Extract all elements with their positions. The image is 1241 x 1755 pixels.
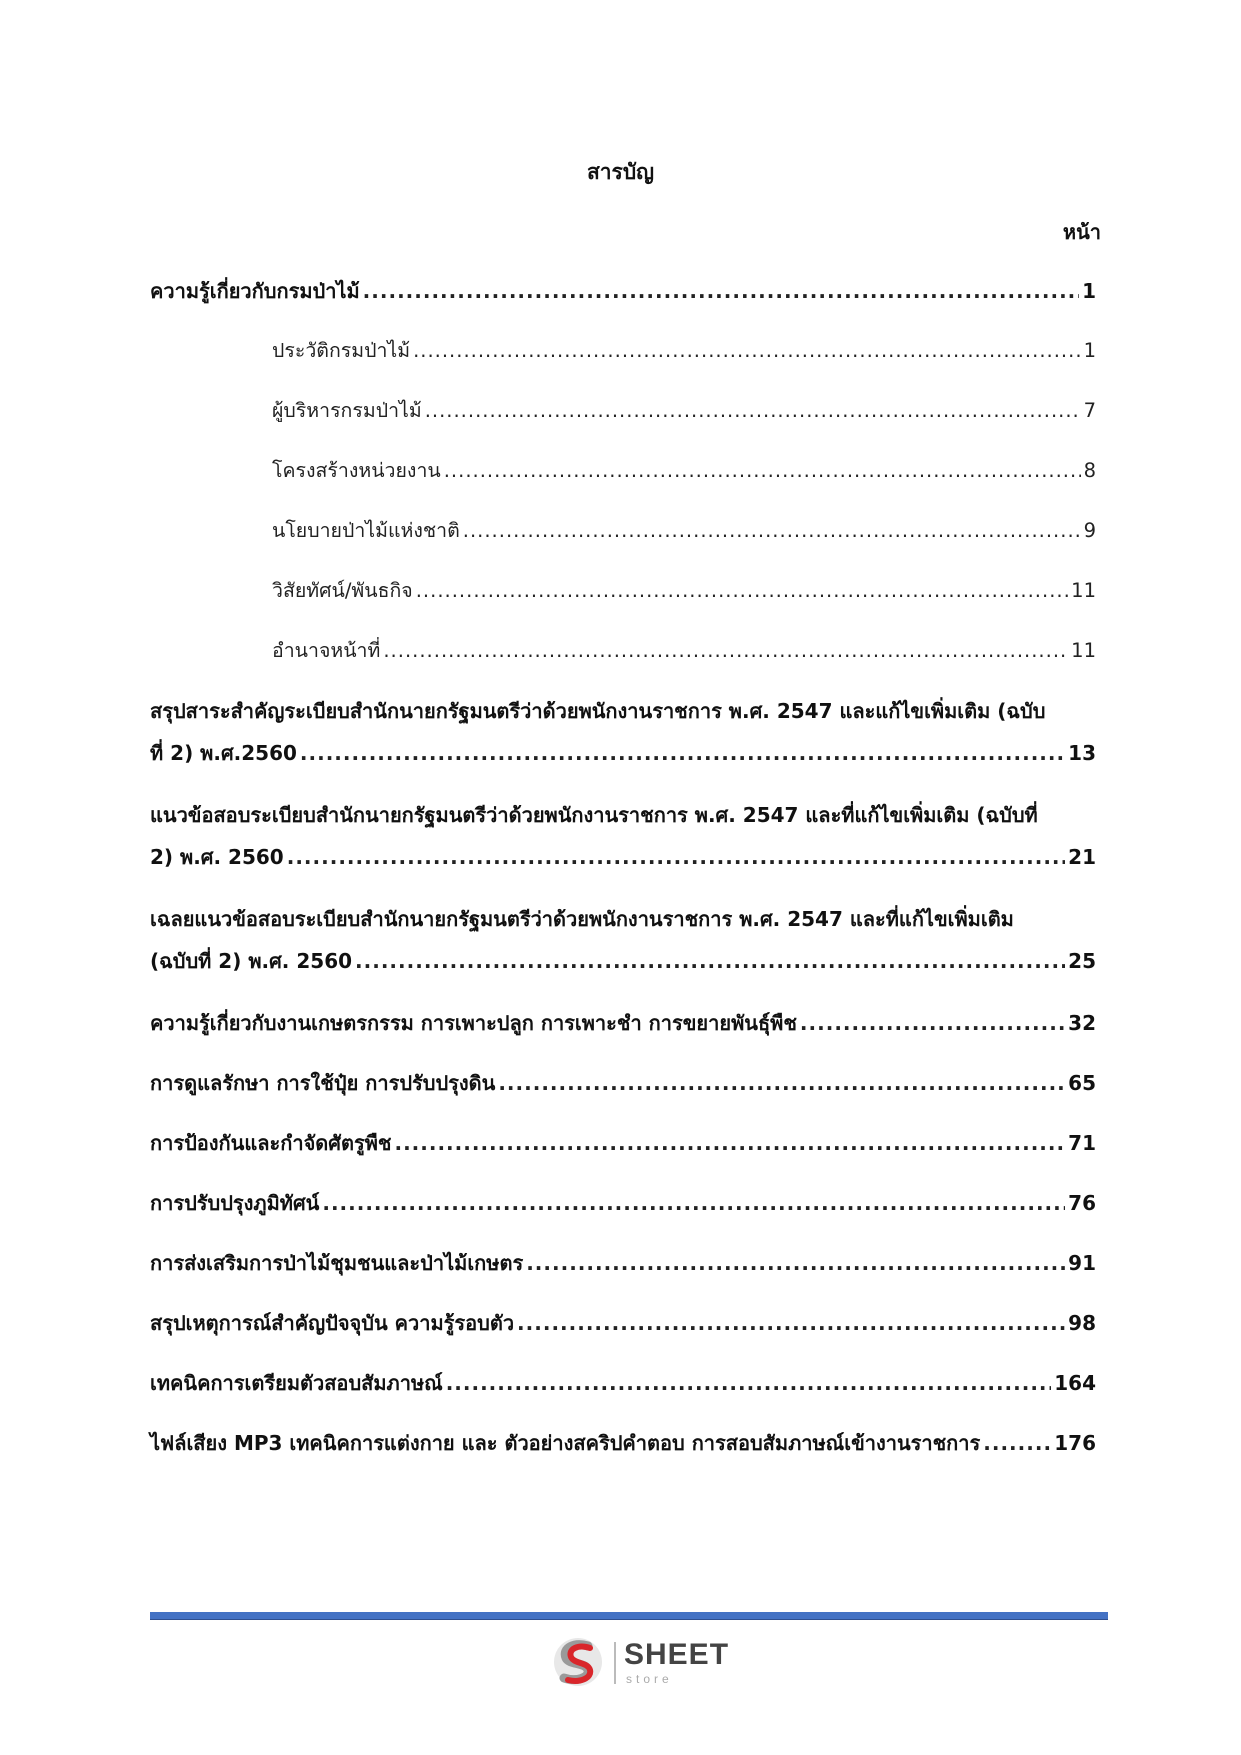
toc-subentry[interactable] <box>150 515 1096 575</box>
toc-entry-label: ความรู้เกี่ยวกับงานเกษตรกรรม การเพาะปลูก การเพาะชำ การขยายพันธุ์พืช <box>150 1011 797 1035</box>
toc-entry-label: การปรับปรุงภูมิทัศน์ <box>150 1191 320 1215</box>
toc-subentry[interactable] <box>150 455 1096 515</box>
logo-separator <box>614 1642 616 1684</box>
footer-rule <box>150 1612 1108 1620</box>
toc-entry-label-continued: (ฉบับที่ 2) พ.ศ. 2560 <box>150 949 353 973</box>
toc-page-number: 21 <box>1068 845 1096 869</box>
dot-leader <box>444 459 1081 482</box>
toc-entry-label: ความรู้เกี่ยวกับกรมป่าไม้ <box>150 279 360 303</box>
toc-page-number: 71 <box>1068 1131 1096 1155</box>
toc-page-number: 1 <box>1083 339 1096 362</box>
toc-entry[interactable] <box>150 695 1096 799</box>
page-column-header: หน้า <box>1062 220 1101 244</box>
toc-entry[interactable] <box>150 1067 1096 1127</box>
toc-entry-label: ไฟล์เสียง MP3 เทคนิคการแต่งกาย และ ตัวอย่างสคริปคำตอบ การสอบสัมภาษณ์เข้างานราชการ <box>150 1431 981 1455</box>
brand-subtitle: store <box>626 1672 673 1686</box>
dot-leader <box>463 519 1081 542</box>
toc-page-number: 76 <box>1068 1191 1096 1215</box>
toc-page-number: 1 <box>1082 279 1096 303</box>
toc-page-number: 65 <box>1068 1071 1096 1095</box>
dot-leader <box>425 399 1081 422</box>
toc-entry-label: โครงสร้างหน่วยงาน <box>272 459 441 482</box>
dot-leader <box>394 1131 1065 1155</box>
dot-leader <box>363 279 1079 303</box>
toc-entry-label: เทคนิคการเตรียมตัวสอบสัมภาษณ์ <box>150 1371 443 1395</box>
toc-entry-label: อำนาจหน้าที่ <box>272 639 381 662</box>
toc-entry[interactable] <box>150 1127 1096 1187</box>
dot-leader <box>983 1431 1051 1455</box>
toc-title: สารบัญ <box>586 160 655 184</box>
toc-page-number: 164 <box>1054 1371 1096 1395</box>
toc-entry-label: สรุปเหตุการณ์สำคัญปัจจุบัน ความรู้รอบตัว <box>150 1311 515 1335</box>
toc-subentry[interactable] <box>150 335 1096 395</box>
toc-entry[interactable] <box>150 903 1096 1007</box>
toc-page-number: 7 <box>1083 399 1096 422</box>
dot-leader <box>517 1311 1065 1335</box>
toc-page-number: 98 <box>1068 1311 1096 1335</box>
dot-leader <box>383 639 1068 662</box>
toc-entry-label-continued: 2) พ.ศ. 2560 <box>150 845 284 869</box>
toc-subentry[interactable] <box>150 635 1096 695</box>
toc-entry[interactable] <box>150 275 1096 335</box>
toc-page-number: 8 <box>1083 459 1096 482</box>
dot-leader <box>287 845 1065 869</box>
toc-entry-label: การป้องกันและกำจัดศัตรูพืช <box>150 1131 392 1155</box>
toc-entry[interactable] <box>150 1427 1096 1487</box>
toc-page-number: 91 <box>1068 1251 1096 1275</box>
toc-entry-label: นโยบายป่าไม้แห่งชาติ <box>272 519 460 542</box>
toc-entry-label-continued: ที่ 2) พ.ศ.2560 <box>150 741 297 765</box>
toc-entry[interactable] <box>150 799 1096 903</box>
dot-leader <box>498 1071 1065 1095</box>
toc-subentry[interactable] <box>150 575 1096 635</box>
toc-entry-label: วิสัยทัศน์/พันธกิจ <box>272 579 413 602</box>
dot-leader <box>322 1191 1065 1215</box>
toc-entry-label: การดูแลรักษา การใช้ปุ๋ย การปรับปรุงดิน <box>150 1071 496 1095</box>
toc-entry[interactable] <box>150 1007 1096 1067</box>
toc-entry-label: การส่งเสริมการป่าไม้ชุมชนและป่าไม้เกษตร <box>150 1251 524 1275</box>
dot-leader <box>800 1011 1065 1035</box>
toc-entry[interactable] <box>150 1187 1096 1247</box>
sheet-store-logo <box>552 1636 732 1692</box>
toc-page-number: 176 <box>1054 1431 1096 1455</box>
toc-subentry[interactable] <box>150 395 1096 455</box>
brand-name: SHEET <box>624 1638 730 1671</box>
dot-leader <box>416 579 1068 602</box>
table-of-contents <box>150 275 1096 1487</box>
toc-entry[interactable] <box>150 1307 1096 1367</box>
toc-page-number: 11 <box>1071 639 1096 662</box>
sheet-store-logo-icon <box>552 1636 604 1688</box>
dot-leader <box>413 339 1081 362</box>
toc-entry[interactable] <box>150 1367 1096 1427</box>
toc-page-number: 13 <box>1068 741 1096 765</box>
dot-leader <box>526 1251 1065 1275</box>
toc-entry-label: เฉลยแนวข้อสอบระเบียบสำนักนายกรัฐมนตรีว่าด้วยพนักงานราชการ พ.ศ. 2547 และที่แก้ไขเพิ่มเติม <box>150 907 1014 931</box>
toc-page-number: 9 <box>1083 519 1096 542</box>
toc-entry-label: ผู้บริหารกรมป่าไม้ <box>272 399 422 422</box>
toc-page-number: 32 <box>1068 1011 1096 1035</box>
toc-entry[interactable] <box>150 1247 1096 1307</box>
dot-leader <box>446 1371 1052 1395</box>
dot-leader <box>355 949 1065 973</box>
toc-entry-label: แนวข้อสอบระเบียบสำนักนายกรัฐมนตรีว่าด้วยพนักงานราชการ พ.ศ. 2547 และที่แก้ไขเพิ่มเติม (ฉบับที่ <box>150 803 1038 827</box>
dot-leader <box>300 741 1065 765</box>
toc-entry-label: ประวัติกรมป่าไม้ <box>272 339 411 362</box>
toc-page-number: 11 <box>1071 579 1096 602</box>
toc-page-number: 25 <box>1068 949 1096 973</box>
toc-entry-label: สรุปสาระสำคัญระเบียบสำนักนายกรัฐมนตรีว่าด้วยพนักงานราชการ พ.ศ. 2547 และแก้ไขเพิ่มเติม (ฉบับ <box>150 699 1046 723</box>
